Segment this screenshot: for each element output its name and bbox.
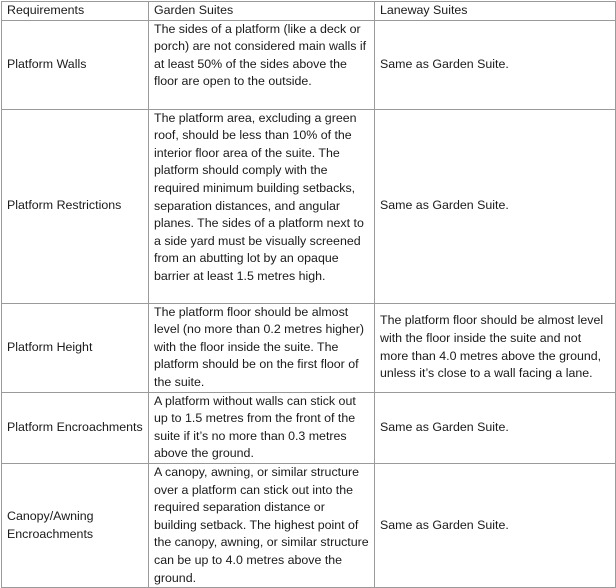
garden-suite-cell: A platform without walls can stick out up to 1.5 metres from the front of the suite if it’s no more than 0.3 metres above the ground.: [149, 392, 375, 463]
header-row: [2, 2, 616, 21]
requirement-cell: Canopy/Awning Encroachments: [2, 463, 149, 587]
header-requirements: Requirements: [2, 2, 149, 21]
laneway-suite-cell: The platform floor should be almost level with the floor inside the suite and not more than 4.0 metres above the ground, unless it’s close to a wall facing a lane.: [375, 303, 616, 392]
table-row: [2, 303, 616, 392]
requirement-cell: Platform Walls: [2, 20, 149, 109]
header-garden-suites: Garden Suites: [149, 2, 375, 21]
requirement-cell: Platform Encroachments: [2, 392, 149, 463]
table-row: [2, 392, 616, 463]
laneway-suite-cell: Same as Garden Suite.: [375, 463, 616, 587]
requirements-table: [1, 1, 616, 588]
garden-suite-cell: The platform area, excluding a green roof, should be less than 10% of the interior floor area of the suite. The platform should comply with the required minimum building setbacks, separation distances, and angular planes. The sides of a platform next to a side yard must be visually screened from an abutting lot by an opaque barrier at least 1.5 metres high.: [149, 109, 375, 303]
laneway-suite-cell: Same as Garden Suite.: [375, 109, 616, 303]
requirement-cell: Platform Height: [2, 303, 149, 392]
requirement-cell: Platform Restrictions: [2, 109, 149, 303]
garden-suite-cell: A canopy, awning, or similar structure over a platform can stick out into the required separation distance or building setback. The highest point of the canopy, awning, or similar structure can be up to 4.0 metres above the ground.: [149, 463, 375, 587]
garden-suite-cell: The platform floor should be almost level (no more than 0.2 metres higher) with the floor inside the suite. The platform should be on the first floor of the suite.: [149, 303, 375, 392]
table-row: [2, 463, 616, 587]
table-row: [2, 20, 616, 109]
header-laneway-suites: Laneway Suites: [375, 2, 616, 21]
garden-suite-cell: The sides of a platform (like a deck or porch) are not considered main walls if at least 50% of the sides above the floor are open to the outside.: [149, 20, 375, 109]
table-row: [2, 109, 616, 303]
laneway-suite-cell: Same as Garden Suite.: [375, 392, 616, 463]
laneway-suite-cell: Same as Garden Suite.: [375, 20, 616, 109]
